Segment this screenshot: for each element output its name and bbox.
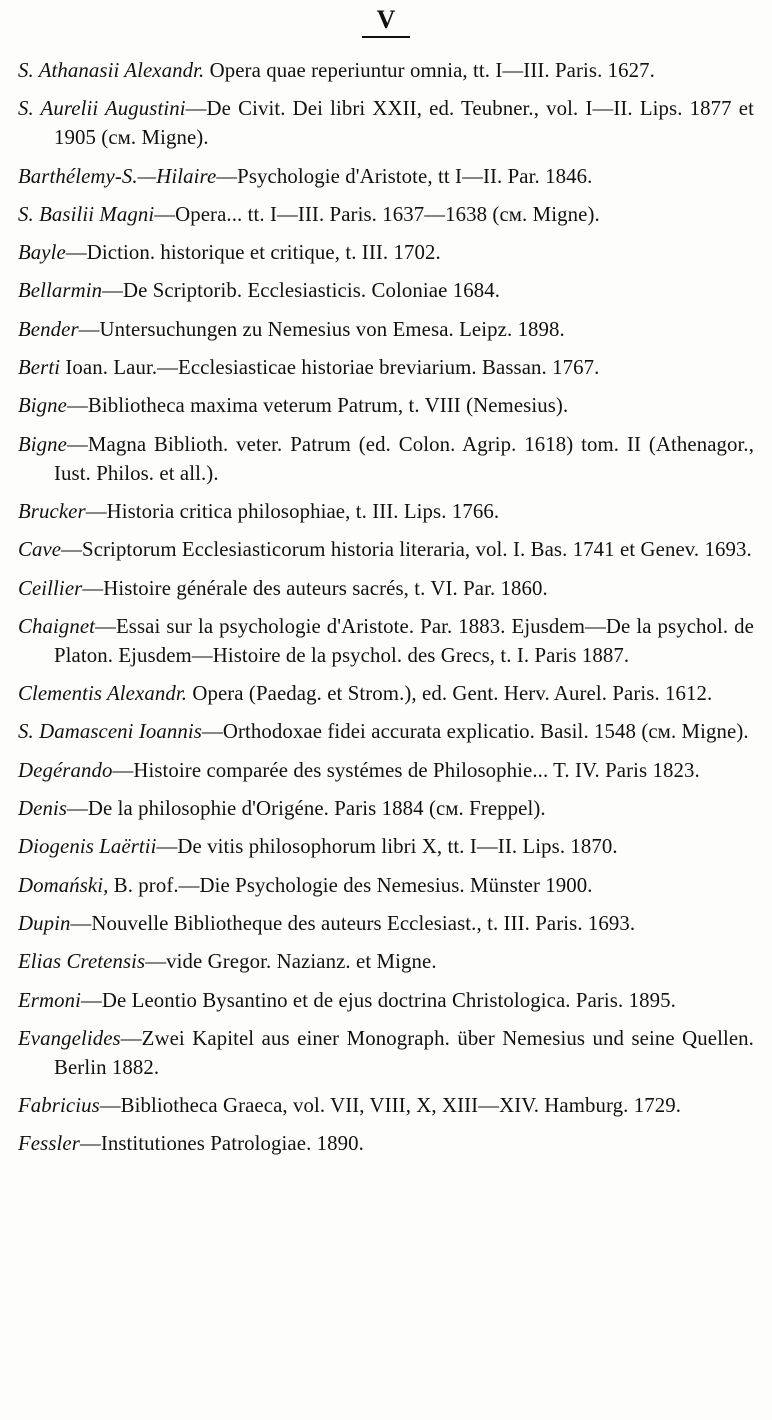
bibliography-entry xyxy=(18,535,754,564)
entry-text: Opera (Paedag. et Strom.), ed. Gent. Herv. Aurel. Paris. 1612. xyxy=(187,682,713,706)
entry-text: —Orthodoxae fidei accurata explicatio. Basil. 1548 (см. Migne). xyxy=(201,720,749,744)
bibliography-entry xyxy=(18,871,754,900)
entry-author: Denis xyxy=(18,797,68,821)
entry-text: —Magna Biblioth. veter. Patrum (ed. Colon. Agrip. 1618) tom. II (Athenagor., Iust. Philos. et all.). xyxy=(54,432,754,485)
bibliography-entry xyxy=(18,947,754,976)
entry-author: Brucker xyxy=(18,499,86,523)
entry-author: Cave xyxy=(18,538,62,562)
entry-text: —Opera... tt. I—III. Paris. 1637—1638 (см. Migne). xyxy=(154,202,600,226)
entry-text: —Untersuchungen zu Nemesius von Emesa. Leipz. 1898. xyxy=(78,317,565,341)
bibliography-entry xyxy=(18,794,754,823)
entry-text: —Psychologie d'Aristote, tt I—II. Par. 1846. xyxy=(216,164,593,188)
entry-author: Degérando xyxy=(18,758,113,782)
entry-text: —Histoire générale des auteurs sacrés, t. VI. Par. 1860. xyxy=(82,576,548,600)
entry-text: —Bibliotheca Graeca, vol. VII, VIII, X, XIII—XIV. Hamburg. 1729. xyxy=(99,1094,682,1118)
entry-author: Ceillier xyxy=(18,576,83,600)
entry-text: —Nouvelle Bibliotheque des auteurs Ecclesiast., t. III. Paris. 1693. xyxy=(70,911,636,935)
entry-author: Fessler xyxy=(18,1132,80,1156)
bibliography-entry xyxy=(18,679,754,708)
entry-author: S. Aurelii Augustini xyxy=(18,97,186,121)
entry-author: Elias Cretensis xyxy=(18,950,146,974)
entry-author: S. Basilii Magni xyxy=(18,202,155,226)
bibliography-entry xyxy=(18,909,754,938)
bibliography-entry xyxy=(18,756,754,785)
page-number: V xyxy=(376,5,396,34)
page-number-rule xyxy=(362,36,410,38)
entry-text: —Bibliotheca maxima veterum Patrum, t. VIII (Nemesius). xyxy=(67,394,569,418)
bibliography-entry xyxy=(18,315,754,344)
entry-author: Diogenis Laërtii xyxy=(18,835,157,859)
entry-author: Bellarmin xyxy=(18,279,103,303)
entry-author: Fabricius xyxy=(18,1094,100,1118)
bibliography-entry xyxy=(18,391,754,420)
entry-author: Domański, xyxy=(18,873,109,897)
bibliography-entry xyxy=(18,717,754,746)
entry-author: Bigne xyxy=(18,394,68,418)
entry-text: —Institutiones Patrologiae. 1890. xyxy=(79,1132,364,1156)
entry-text: —Histoire comparée des systémes de Philosophie... T. IV. Paris 1823. xyxy=(112,758,700,782)
entry-text: —Scriptorum Ecclesiasticorum historia literaria, vol. I. Bas. 1741 et Genev. 1693. xyxy=(61,538,752,562)
entry-text: —De la philosophie d'Origéne. Paris 1884 (см. Freppel). xyxy=(67,797,546,821)
entry-author: Barthélemy-S.—Hilaire xyxy=(18,164,217,188)
entry-text: —Zwei Kapitel aus einer Monograph. über Nemesius und seine Quellen. Berlin 1882. xyxy=(54,1026,754,1079)
entry-author: Berti xyxy=(18,356,61,380)
entry-text: —Essai sur la psychologie d'Aristote. Par. 1883. Ejusdem—De la psychol. de Platon. Ejusdem—Histoire de la psychol. des Grecs, t. I. Paris 1887. xyxy=(54,614,754,667)
entry-text: —De vitis philosophorum libri X, tt. I—II. Lips. 1870. xyxy=(156,835,618,859)
entry-text: —vide Gregor. Nazianz. et Migne. xyxy=(145,950,437,974)
bibliography-entry xyxy=(18,574,754,603)
bibliography-entry xyxy=(18,430,754,488)
entry-text: Ioan. Laur.—Ecclesiasticae historiae breviarium. Bassan. 1767. xyxy=(60,356,600,380)
bibliography-entry xyxy=(18,276,754,305)
entry-text: —De Scriptorib. Ecclesiasticis. Coloniae 1684. xyxy=(102,279,501,303)
entry-author: Clementis Alexandr. xyxy=(18,682,188,706)
entry-author: Dupin xyxy=(18,911,71,935)
entry-text: —De Leontio Bysantino et de ejus doctrina Christologica. Paris. 1895. xyxy=(81,988,676,1012)
bibliography-entry xyxy=(18,162,754,191)
entry-author: S. Athanasii Alexandr. xyxy=(18,59,205,82)
bibliography-entry xyxy=(18,497,754,526)
entry-text: Opera quae reperiuntur omnia, tt. I—III. Paris. 1627. xyxy=(204,59,655,82)
bibliography-entry xyxy=(18,200,754,229)
bibliography-entry xyxy=(18,94,754,152)
bibliography-entry xyxy=(18,612,754,670)
bibliography-entry xyxy=(18,1129,754,1158)
entry-author: Ermoni xyxy=(18,988,81,1012)
bibliography-list xyxy=(18,56,754,1158)
bibliography-entry xyxy=(18,1024,754,1082)
entry-text: —De Civit. Dei libri XXII, ed. Teubner., vol. I—II. Lips. 1877 et 1905 (см. Migne). xyxy=(54,97,754,150)
entry-author: Bayle xyxy=(18,241,66,265)
bibliography-entry xyxy=(18,986,754,1015)
entry-author: Bigne xyxy=(18,432,68,456)
bibliography-entry xyxy=(18,832,754,861)
bibliography-entry xyxy=(18,56,754,85)
entry-text: —Historia critica philosophiae, t. III. Lips. 1766. xyxy=(85,499,500,523)
bibliography-entry xyxy=(18,238,754,267)
entry-author: S. Damasceni Ioannis xyxy=(18,720,202,744)
entry-author: Chaignet xyxy=(18,614,96,638)
bibliography-entry xyxy=(18,1091,754,1120)
entry-author: Bender xyxy=(18,317,79,341)
entry-text: B. prof.—Die Psychologie des Nemesius. Münster 1900. xyxy=(108,873,593,897)
bibliography-entry xyxy=(18,353,754,382)
entry-author: Evangelides xyxy=(18,1026,121,1050)
entry-text: —Diction. historique et critique, t. III. 1702. xyxy=(65,241,441,265)
